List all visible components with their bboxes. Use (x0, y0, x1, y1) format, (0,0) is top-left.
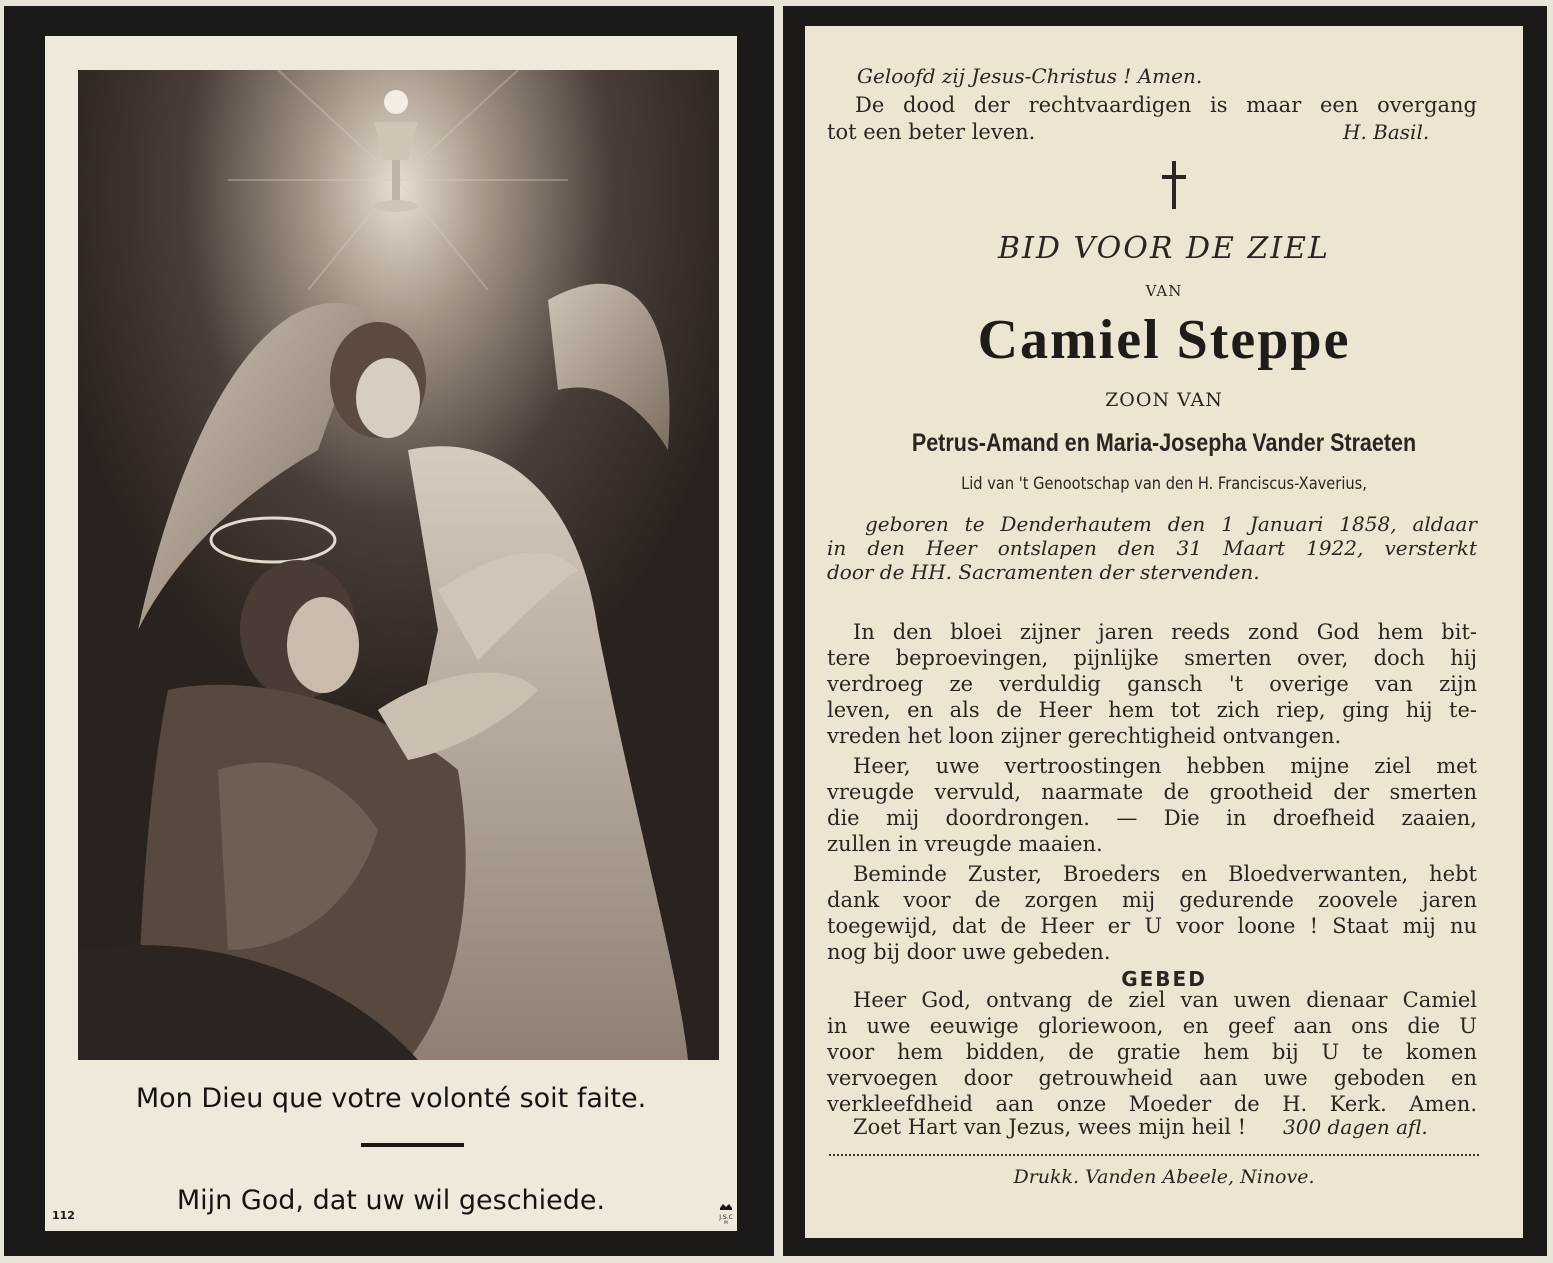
paragraph-2-line: Heer, uwe vertroostingen hebben mijne ziel met (853, 754, 1477, 778)
cross-icon (1162, 161, 1186, 209)
prayer-heading: BID VOOR DE ZIEL (998, 231, 1330, 266)
svg-text:M: M (724, 1220, 728, 1224)
prayer-line: voor hem bidden, de gratie hem bij U te komen (827, 1040, 1477, 1064)
birth-death-line: geboren te Denderhautem den 1 Januari 1858, aldaar (865, 512, 1477, 536)
text-card (783, 6, 1547, 1256)
paragraph-3-line: nog bij door uwe gebeden. (827, 940, 1111, 964)
prayer-line: vervoegen door getrouwheid aan uwe geboden en (827, 1066, 1477, 1090)
epigraph-line-3: tot een beter leven. (827, 120, 1036, 144)
printer-imprint: Drukk. Vanden Abeele, Ninove. (1013, 1166, 1315, 1188)
text-card-inner (805, 26, 1523, 1238)
card-number: 112 (52, 1209, 75, 1222)
paragraph-2-line: zullen in vreugde maaien. (827, 832, 1103, 856)
paragraph-2-line: die mij doordrongen. — Die in droefheid zaaien, (827, 806, 1477, 830)
devotional-image (78, 70, 719, 1060)
printer-divider (829, 1154, 1479, 1156)
caption-divider (361, 1143, 464, 1147)
paragraph-1-line: In den bloei zijner jaren reeds zond God hem bit- (853, 620, 1477, 644)
birth-death-line: door de HH. Sacramenten der stervenden. (827, 560, 1260, 584)
epigraph-line-1: Geloofd zij Jesus-Christus ! Amen. (857, 64, 1203, 88)
indulgence-note: 300 dagen afl. (1283, 1115, 1428, 1139)
angel-comforting-christ-illustration (78, 70, 719, 1060)
picture-card-inner (45, 36, 737, 1231)
paragraph-1-line: leven, en als de Heer hem tot zich riep, ging hij te- (827, 698, 1477, 722)
caption-french: Mon Dieu que votre volonté soit faite. (135, 1083, 647, 1114)
parents-names: Petrus-Amand en Maria-Josepha Vander Straeten (911, 429, 1417, 457)
prayer-title: GEBED (1121, 967, 1207, 991)
prayer-line: verkleefdheid aan onze Moeder de H. Kerk. Amen. (827, 1092, 1477, 1116)
paragraph-1-line: vreden het loon zijner gerechtigheid ontvangen. (827, 724, 1342, 748)
caption-dutch: Mijn God, dat uw wil geschiede. (176, 1185, 606, 1216)
paragraph-1-line: verdroeg ze verduldig gansch 't overige van zijn (827, 672, 1477, 696)
prayer-line: Heer God, ontvang de ziel van uwen dienaar Camiel (853, 988, 1477, 1012)
heading-van: VAN (1145, 282, 1183, 300)
svg-text:J.S.C: J.S.C (719, 1214, 733, 1221)
membership-line: Lid van 't Genootschap van den H. Franciscus-Xaverius, (961, 474, 1367, 494)
publisher-crown-icon (717, 1202, 735, 1224)
paragraph-3-line: dank voor de zorgen mij gedurende zoovele jaren (827, 888, 1477, 912)
prayer-line: in uwe eeuwige gloriewoon, en geef aan ons die U (827, 1014, 1477, 1038)
deceased-name: Camiel Steppe (977, 309, 1351, 371)
birth-death-line: in den Heer ontslapen den 31 Maart 1922, versterkt (827, 536, 1477, 560)
paragraph-2-line: vreugde vervuld, naarmate de grootheid der smerten (827, 780, 1477, 804)
son-of-label: ZOON VAN (1105, 389, 1223, 411)
paragraph-3-line: Beminde Zuster, Broeders en Bloedverwanten, hebt (853, 862, 1477, 886)
picture-card (4, 6, 774, 1256)
epigraph-attribution: H. Basil. (1343, 120, 1430, 144)
paragraph-1-line: tere beproevingen, pijnlijke smerten over, doch hij (827, 646, 1477, 670)
closing-invocation: Zoet Hart van Jezus, wees mijn heil ! (853, 1115, 1247, 1139)
epigraph-line-2: De dood der rechtvaardigen is maar een overgang (855, 93, 1477, 117)
paragraph-3-line: toegewijd, dat de Heer er U voor loone ! Staat mij nu (827, 914, 1477, 938)
